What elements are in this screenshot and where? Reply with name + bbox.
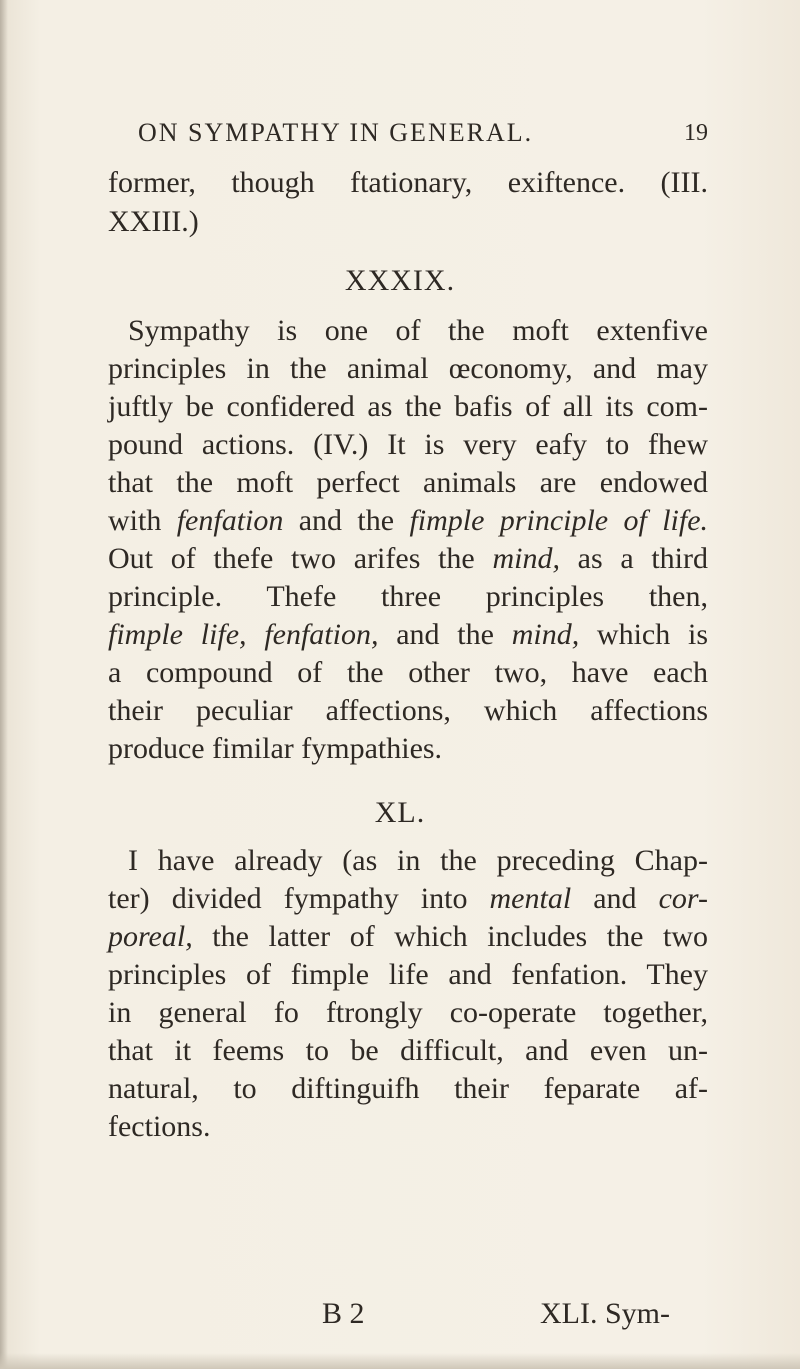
text-line: principle. Thefe three principles then, [108, 580, 708, 613]
section-heading-xxxix: XXXIX. [344, 264, 456, 297]
catchword: XLI. Sym- [540, 1297, 670, 1330]
text-line: principles of fimple life and fenfation. They [108, 958, 708, 991]
text-line: Out of thefe two arifes the mind, as a third [108, 542, 709, 575]
page-edge-shadow [0, 1353, 800, 1369]
text-line: fections. [108, 1110, 211, 1143]
text-line: that the moft perfect animals are endowed [108, 466, 708, 499]
page-header [138, 118, 708, 148]
text-line: fimple life, fenfation, and the mind, which is [108, 618, 709, 651]
text-line: that it feems to be difficult, and even un- [108, 1034, 708, 1067]
section-heading-xl: XL. [374, 796, 426, 829]
signature-mark: B 2 [322, 1297, 365, 1330]
text-line: ter) divided fympathy into mental and cor- [108, 882, 708, 915]
text-line: I have already (as in the preceding Chap- [128, 844, 708, 877]
text-line: a compound of the other two, have each [108, 656, 708, 689]
italic-term: mental [489, 882, 572, 915]
italic-term: fenfation [176, 504, 284, 537]
text-line: produce fimilar fympathies. [108, 732, 443, 765]
text-line: XXIII.) [108, 205, 199, 238]
text-line: juftly be confidered as the bafis of all its com- [108, 390, 708, 423]
gutter-shadow [0, 0, 8, 1369]
italic-term: fimple life, [108, 618, 247, 651]
italic-term: cor- [658, 882, 708, 915]
text-line: principles in the animal œconomy, and may [108, 352, 708, 385]
italic-term: fenfation, [264, 618, 379, 651]
italic-term: mind, [492, 542, 560, 575]
text-line: Sympathy is one of the moft extenfive [128, 314, 708, 347]
text-line: in general fo ftrongly co-operate together, [108, 996, 708, 1029]
text-line: with fenfation and the fimple principle of life. [108, 504, 709, 537]
text-line: natural, to diftinguifh their feparate af- [108, 1072, 708, 1105]
text-line: poreal, the latter of which includes the two [108, 920, 708, 953]
page-number: 19 [684, 120, 708, 146]
italic-term: mind, [511, 618, 580, 651]
italic-term: poreal, [108, 920, 193, 953]
text-line: pound actions. (IV.) It is very eafy to fhew [108, 428, 708, 461]
text-line: former, though ftationary, exiftence. (III. [108, 166, 708, 199]
running-title: ON SYMPATHY IN GENERAL. [138, 118, 534, 147]
italic-term: fimple principle of life. [409, 504, 709, 537]
text-line: their peculiar affections, which affections [108, 694, 708, 727]
